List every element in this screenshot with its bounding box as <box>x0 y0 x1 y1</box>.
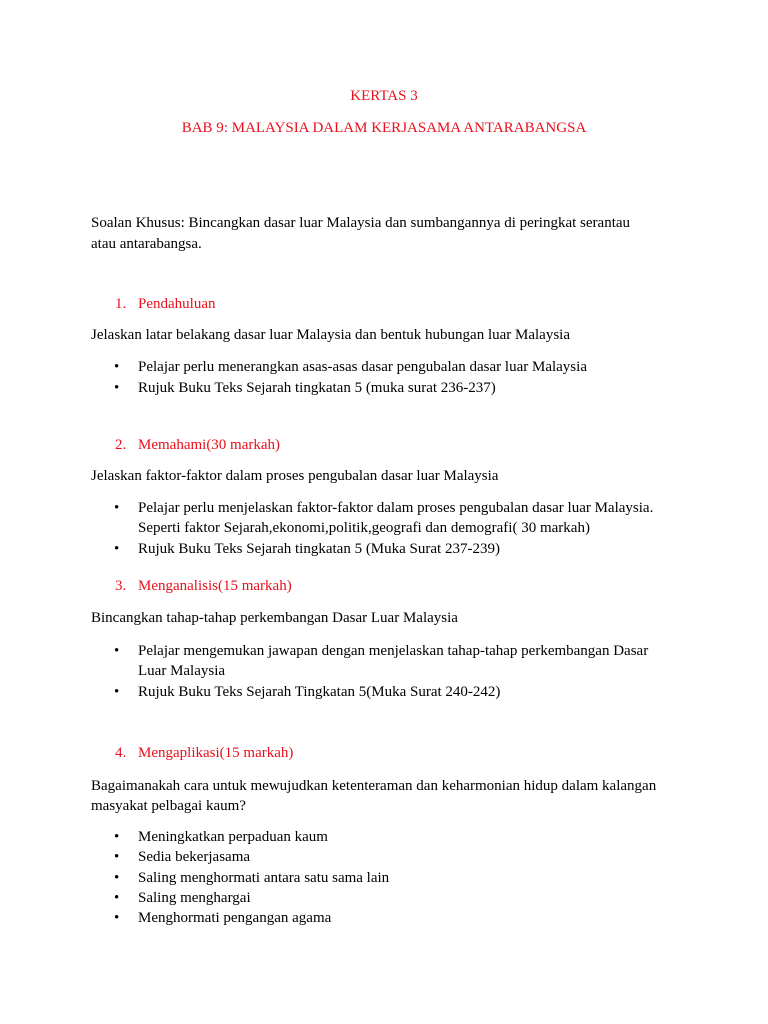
bullet-icon: • <box>114 849 120 865</box>
section-4-intro-line-1: Bagaimanakah cara untuk mewujudkan ketenteraman dan keharmonian hidup dalam kalangan <box>91 778 657 794</box>
section-4-bullet-3: Saling menghormati antara satu sama lain <box>138 870 390 886</box>
section-3-bullet-2: Rujuk Buku Teks Sejarah Tingkatan 5(Muka Surat 240-242) <box>138 684 501 700</box>
section-1-number: 1. <box>115 296 127 312</box>
section-1-bullet-2: Rujuk Buku Teks Sejarah tingkatan 5 (muka surat 236-237) <box>138 380 496 396</box>
section-3-bullet-1-line-1: Pelajar mengemukan jawapan dengan menjelaskan tahap-tahap perkembangan Dasar <box>138 643 649 659</box>
bullet-icon: • <box>114 541 120 557</box>
bullet-icon: • <box>114 359 120 375</box>
bullet-icon: • <box>114 380 120 396</box>
section-3-intro: Bincangkan tahap-tahap perkembangan Dasar Luar Malaysia <box>91 610 458 626</box>
section-3-number: 3. <box>115 578 127 594</box>
question-line-2: atau antarabangsa. <box>91 236 202 252</box>
document-title: KERTAS 3 <box>350 88 418 104</box>
section-2-bullet-1-line-1: Pelajar perlu menjelaskan faktor-faktor dalam proses pengubalan dasar luar Malaysia. <box>138 500 654 516</box>
section-2-bullet-1-line-2: Seperti faktor Sejarah,ekonomi,politik,geografi dan demografi( 30 markah) <box>138 520 590 536</box>
bullet-icon: • <box>114 829 120 845</box>
section-1-heading: Pendahuluan <box>138 296 216 312</box>
section-4-bullet-2: Sedia bekerjasama <box>138 849 251 865</box>
section-4-number: 4. <box>115 745 127 761</box>
bullet-icon: • <box>114 870 120 886</box>
section-4-heading: Mengaplikasi(15 markah) <box>138 745 294 761</box>
section-4-bullet-5: Menghormati pengangan agama <box>138 910 332 926</box>
bullet-icon: • <box>114 500 120 516</box>
section-1-intro: Jelaskan latar belakang dasar luar Malaysia dan bentuk hubungan luar Malaysia <box>91 327 570 343</box>
document-subtitle: BAB 9: MALAYSIA DALAM KERJASAMA ANTARABANGSA <box>181 120 587 136</box>
section-4-bullet-1: Meningkatkan perpaduan kaum <box>138 829 328 845</box>
bullet-icon: • <box>114 684 120 700</box>
question-line-1: Soalan Khusus: Bincangkan dasar luar Malaysia dan sumbangannya di peringkat serantau <box>91 215 631 231</box>
section-2-intro: Jelaskan faktor-faktor dalam proses pengubalan dasar luar Malaysia <box>91 468 499 484</box>
bullet-icon: • <box>114 910 120 926</box>
section-4-intro-line-2: masyakat pelbagai kaum? <box>91 798 246 814</box>
bullet-icon: • <box>114 890 120 906</box>
section-2-bullet-2: Rujuk Buku Teks Sejarah tingkatan 5 (Muka Surat 237-239) <box>138 541 500 557</box>
section-4-bullet-4: Saling menghargai <box>138 890 251 906</box>
section-3-bullet-1-line-2: Luar Malaysia <box>138 663 226 679</box>
bullet-icon: • <box>114 643 120 659</box>
section-3-heading: Menganalisis(15 markah) <box>138 578 292 594</box>
section-1-bullet-1: Pelajar perlu menerangkan asas-asas dasar pengubalan dasar luar Malaysia <box>138 359 587 375</box>
section-2-heading: Memahami(30 markah) <box>138 437 281 453</box>
section-2-number: 2. <box>115 437 127 453</box>
